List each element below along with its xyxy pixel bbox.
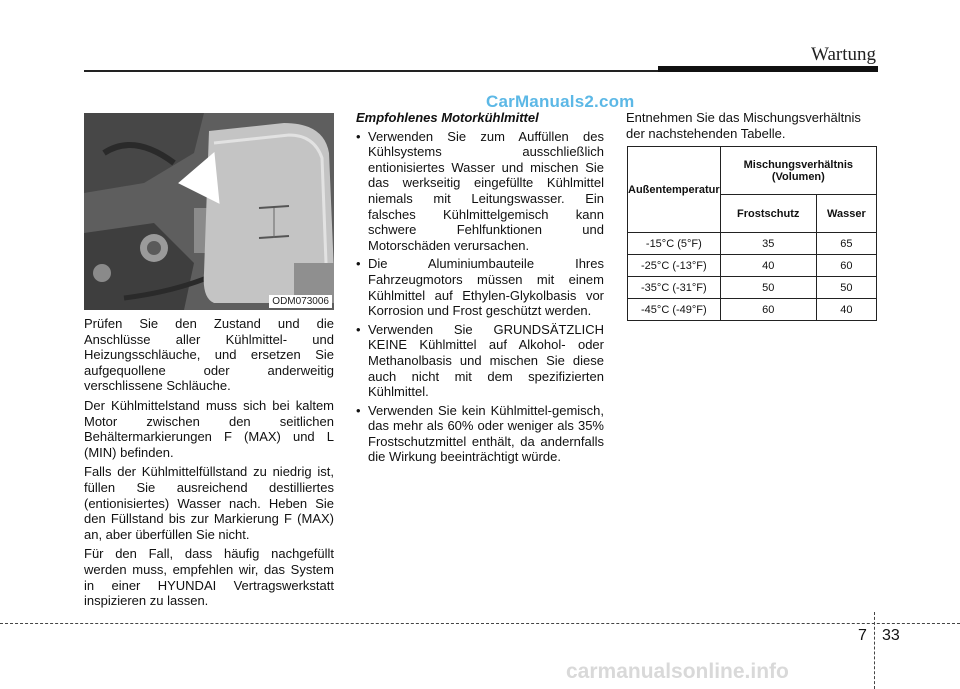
header-antifreeze: Frostschutz — [720, 195, 816, 233]
mixing-ratio-table — [627, 146, 877, 321]
list-item: • Die Aluminiumbauteile Ihres Fahrzeugmotors müssen mit einem Kühlmittel auf Ethylen-Glykolbasis vor Korrosion und Frost geschützt werden. — [356, 256, 604, 318]
footer-vertical-divider — [874, 612, 875, 689]
right-text-column — [626, 110, 876, 145]
table-row — [628, 255, 877, 277]
cell-antifreeze: 50 — [720, 277, 816, 299]
list-item: • Verwenden Sie kein Kühlmittel-gemisch, das mehr als 60% oder weniger als 35% Frostschutzmittel enthält, da andernfalls die Wirkung beeinträchtigt würde. — [356, 403, 604, 465]
list-item: • Verwenden Sie zum Auffüllen des Kühlsystems ausschließlich entionisiertes Wasser und mischen Sie das werkseitig eingefüllte Kühlmittel niemals mit Leitungswasser. Ein falsches Kühlmittelgemisch kann schwere Fehlfunktionen und Motorschäden verursachen. — [356, 129, 604, 254]
cell-water: 40 — [816, 299, 876, 321]
cell-temp: -35°C (-31°F) — [628, 277, 721, 299]
cell-antifreeze: 40 — [720, 255, 816, 277]
coolant-bullet-list — [356, 129, 604, 465]
cell-temp: -25°C (-13°F) — [628, 255, 721, 277]
table-row — [628, 299, 877, 321]
watermark-top: CarManuals2.com — [486, 92, 635, 111]
table-row — [628, 277, 877, 299]
paragraph: Für den Fall, dass häufig nachgefüllt werden muss, empfehlen wir, das System in einer HYUNDAI Vertragswerkstatt inspizieren zu lassen. — [84, 546, 334, 609]
cell-water: 65 — [816, 233, 876, 255]
paragraph: Prüfen Sie den Zustand und die Anschlüsse aller Kühlmittel- und Heizungsschläuche, und ersetzen Sie aufgequollene oder anderweitig verschlissene Schläuche. — [84, 316, 334, 394]
header-rule-thin — [84, 70, 664, 72]
chapter-number: 7 — [858, 627, 867, 644]
header-water: Wasser — [816, 195, 876, 233]
page-number: 33 — [882, 627, 900, 644]
cell-temp: -15°C (5°F) — [628, 233, 721, 255]
list-item: • Verwenden Sie GRUNDSÄTZLICH KEINE Kühlmittel auf Alkohol- oder Methanolbasis und mischen Sie diese auch nicht mit dem spezifizierten Kühlmittel. — [356, 322, 604, 400]
header-outside-temp: Außentemperatur — [628, 147, 721, 233]
table-row — [628, 233, 877, 255]
photo-code: ODM073006 — [269, 295, 332, 308]
paragraph: Der Kühlmittelstand muss sich bei kaltem Motor zwischen den seitlichen Behältermarkierungen F (MAX) und L (MIN) befinden. — [84, 397, 334, 460]
section-title: Wartung — [811, 44, 876, 65]
paragraph: Falls der Kühlmittelfüllstand zu niedrig ist, füllen Sie ausreichend destilliertes (entionisiertes) Wasser nach. Heben Sie den Füllstand bis zur Markierung F (MAX) an, aber überfüllen Sie nicht. — [84, 464, 334, 542]
left-text-column — [84, 316, 334, 613]
engine-bay-illustration — [84, 113, 334, 310]
header-rule-thick — [658, 66, 878, 72]
coolant-reservoir-photo — [84, 113, 334, 310]
footer-dashed-line — [0, 623, 960, 624]
coolant-heading: Empfohlenes Motorkühlmittel — [356, 110, 539, 125]
middle-text-column — [356, 110, 604, 468]
header-mix-ratio: Mischungsverhältnis (Volumen) — [720, 147, 876, 195]
cell-antifreeze: 35 — [720, 233, 816, 255]
cell-water: 50 — [816, 277, 876, 299]
cell-temp: -45°C (-49°F) — [628, 299, 721, 321]
cell-antifreeze: 60 — [720, 299, 816, 321]
watermark-bottom: carmanualsonline.info — [566, 660, 789, 683]
table-intro: Entnehmen Sie das Mischungsverhältnis der nachstehenden Tabelle. — [626, 110, 861, 141]
cell-water: 60 — [816, 255, 876, 277]
